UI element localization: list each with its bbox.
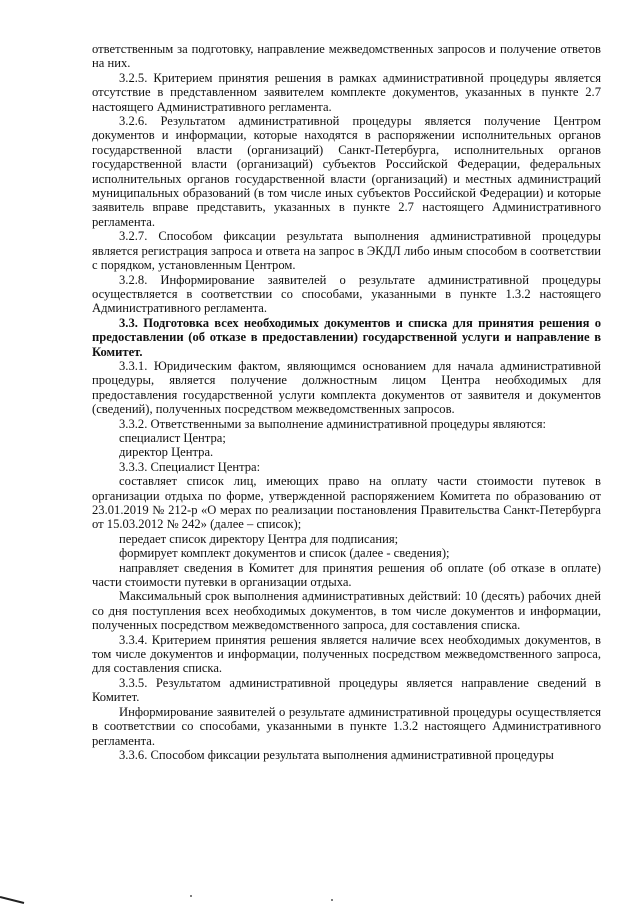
paragraph-3-3-4: 3.3.4. Критерием принятия решения является наличие всех необходимых документов, в том числе документов и информации, полученных посредством межведомственного запроса, для составления списка. — [92, 632, 601, 676]
section-heading-3-3: 3.3. Подготовка всех необходимых документов и списка для принятия решения о предоставлении (об отказе в предоставлении) государственной услуги и направление в Комитет. — [92, 315, 601, 359]
paragraph-informing: Информирование заявителей о результате административной процедуры осуществляется в соответствии со способами, указанными в пункте 1.3.2 настоящего Административного регламента. — [92, 704, 601, 748]
paragraph-3-3-3: 3.3.3. Специалист Центра: — [119, 459, 261, 474]
list-item-specialist: специалист Центра; — [119, 430, 226, 445]
paragraph-3-3-6: 3.3.6. Способом фиксации результата выполнения административной процедуры — [119, 747, 554, 762]
paragraph-3-3-5: 3.3.5. Результатом административной процедуры является направление сведений в Комитет. — [92, 675, 601, 705]
scan-artifact-mark — [0, 895, 26, 905]
paragraph-3-3-1: 3.3.1. Юридическим фактом, являющимся основанием для начала административной процедуры, является получение должностным лицом Центра необходимых для предоставления государственной услуги комплекта документов от заявителя и документов (сведений), полученных посредством межведомственных запросов. — [92, 358, 601, 417]
paragraph-3-2-7: 3.2.7. Способом фиксации результата выполнения административной процедуры является регистрация запроса и ответа на запрос в ЭКДЛ либо иным способом в соответствии с порядком, установленным Центром. — [92, 229, 601, 273]
list-item-pass-list: передает список директору Центра для подписания; — [119, 531, 399, 546]
scan-dust-dot — [331, 899, 333, 901]
list-item-director: директор Центра. — [119, 445, 214, 460]
paragraph-3-2-5: 3.2.5. Критерием принятия решения в рамках административной процедуры является отсутствие в представленном заявителем комплекте документов, указанных в пункте 2.7 настоящего Административного регламента. — [92, 70, 601, 114]
scan-dust-dot — [190, 895, 192, 897]
document-page — [92, 42, 601, 762]
list-item-form-set: формирует комплект документов и список (далее - сведения); — [119, 546, 450, 561]
paragraph-continuation: ответственным за подготовку, направление межведомственных запросов и получение ответов на них. — [92, 42, 601, 71]
paragraph-max-term: Максимальный срок выполнения административных действий: 10 (десять) рабочих дней со дня поступления всех необходимых документов, в том числе документов и информации, полученных посредством межведомственного запроса, для составления списка. — [92, 589, 601, 633]
paragraph-3-2-6: 3.2.6. Результатом административной процедуры является получение Центром документов и информации, которые находятся в распоряжении исполнительных органов государственной власти (организаций) Санкт-Петербурга, исполнительных органов государственной власти (организаций) субъектов Российской Федерации, федеральных исполнительных органов государственной власти (организаций) и местных администраций муниципальных образований (в том числе иных субъектов Российской Федерации) и которые заявитель вправе представить, указанных в пункте 2.7 настоящего Административного регламента. — [92, 114, 601, 229]
paragraph-compile-list: составляет список лиц, имеющих право на оплату части стоимости путевок в организации отдыха по форме, утвержденной распоряжением Комитета по образованию от 23.01.2019 № 212-р «О мерах по реализации постановления Правительства Санкт-Петербурга от 15.03.2012 № 242» (далее – список); — [92, 474, 601, 532]
paragraph-send-info: направляет сведения в Комитет для принятия решения об оплате (об отказе в оплате) части стоимости путевки в организации отдыха. — [92, 560, 601, 590]
paragraph-3-3-2: 3.3.2. Ответственными за выполнение административной процедуры являются: — [119, 416, 547, 431]
paragraph-3-2-8: 3.2.8. Информирование заявителей о результате административной процедуры осуществляется в соответствии со способами, указанными в пункте 1.3.2 настоящего Административного регламента. — [92, 272, 601, 316]
